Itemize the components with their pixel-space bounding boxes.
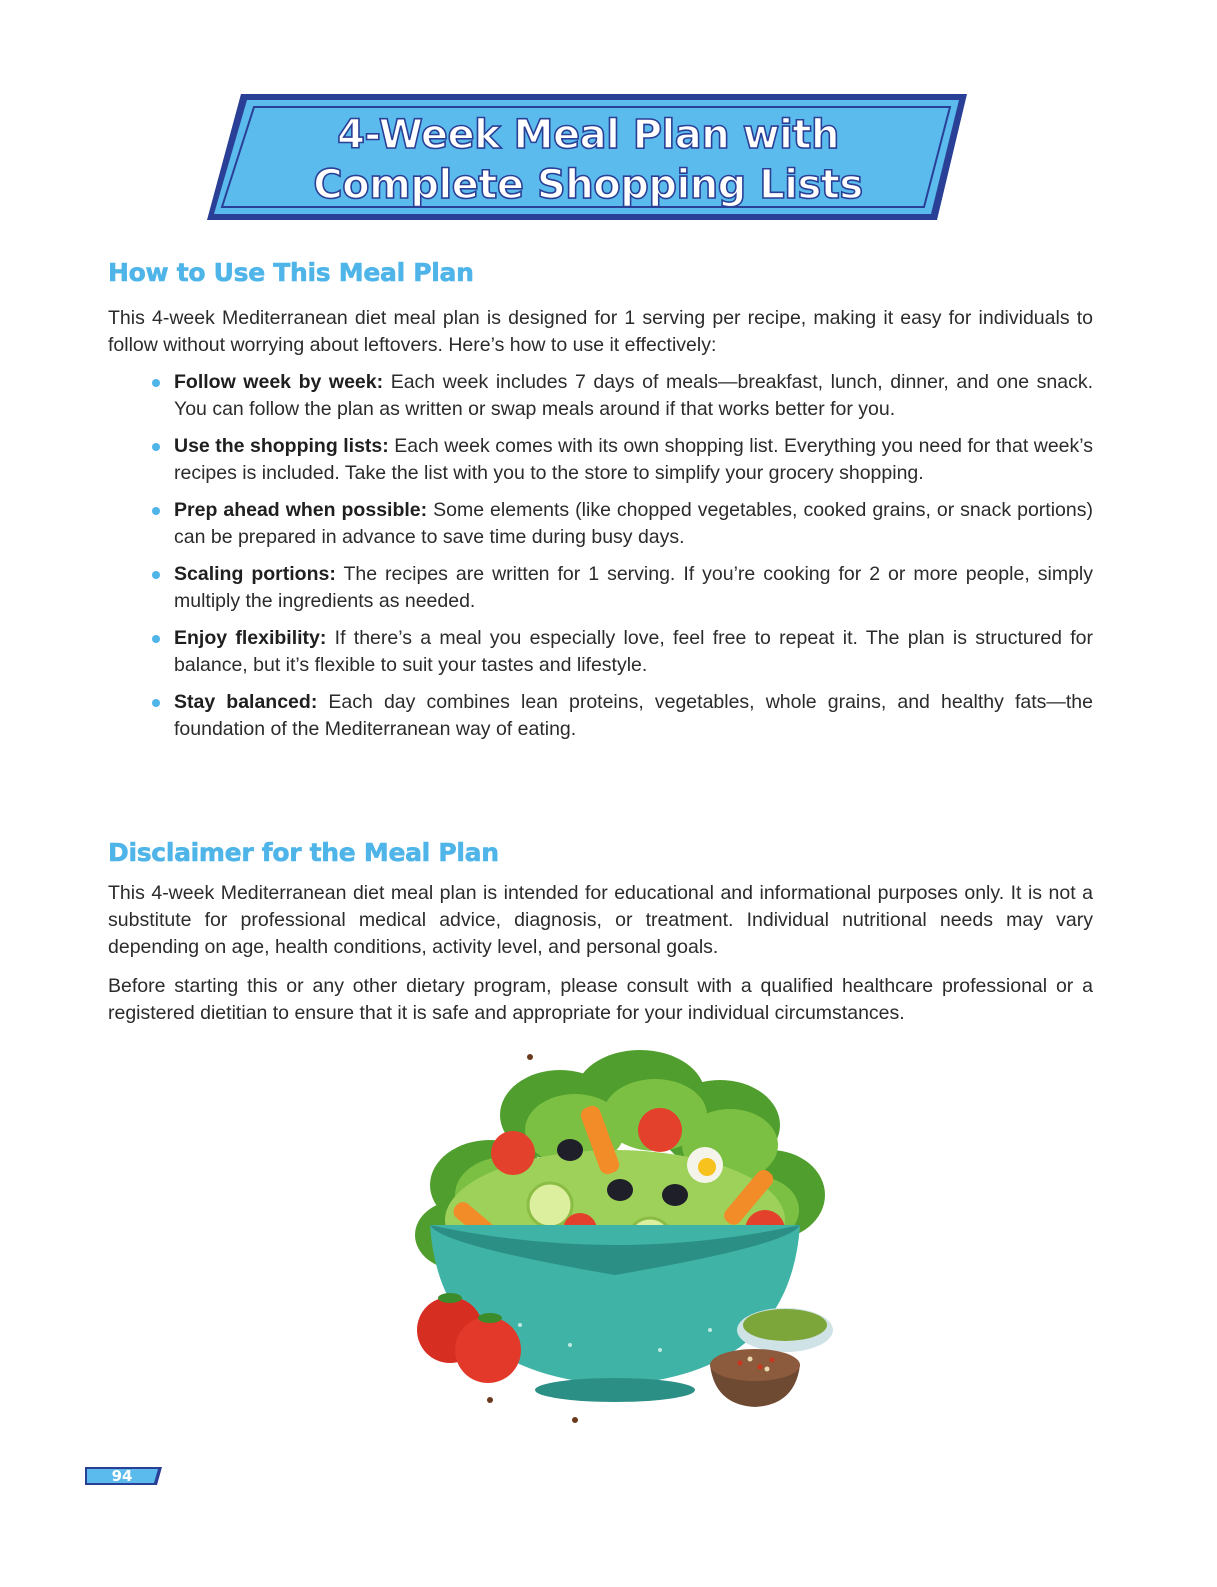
- list-item-label: Scaling portions:: [174, 563, 336, 585]
- page-title-line1: 4-Week Meal Plan with: [337, 112, 839, 158]
- bullet-icon: [152, 635, 160, 643]
- list-item: [108, 433, 1093, 487]
- list-item: [108, 625, 1093, 679]
- bullet-icon: [152, 699, 160, 707]
- list-item-text: Each week includes 7 days of meals—breakfast, lunch, dinner, and one snack. You can follow the plan as written or swap meals around if that works better for you.: [174, 371, 1093, 420]
- how-to-intro: This 4-week Mediterranean diet meal plan is designed for 1 serving per recipe, making it easy for individuals to follow without worrying about leftovers. Here’s how to use it effectively:: [108, 307, 1093, 356]
- disclaimer-paragraph-1: This 4-week Mediterranean diet meal plan is intended for educational and informational purposes only. It is not a substitute for professional medical advice, diagnosis, or treatment. Individual nutritional needs may vary depending on age, health conditions, activity level, and personal goals.: [108, 882, 1093, 958]
- list-item: [108, 689, 1093, 743]
- how-to-heading: How to Use This Meal Plan: [108, 258, 474, 287]
- disclaimer-paragraph-2: Before starting this or any other dietary program, please consult with a qualified healthcare professional or a registered dietitian to ensure that it is safe and appropriate for your individual circumstances.: [108, 975, 1093, 1024]
- disclaimer-heading: Disclaimer for the Meal Plan: [108, 838, 499, 867]
- list-item: [108, 561, 1093, 615]
- title-banner: [205, 90, 971, 224]
- list-item-text: Each week comes with its own shopping list. Everything you need for that week’s recipes is included. Take the list with you to the store to simplify your grocery shopping.: [174, 435, 1093, 484]
- list-item: [108, 497, 1093, 551]
- bullet-icon: [152, 571, 160, 579]
- page-title-line2: Complete Shopping Lists: [313, 162, 863, 208]
- list-item-text: If there’s a meal you especially love, feel free to repeat it. The plan is structured for balance, but it’s flexible to suit your tastes and lifestyle.: [174, 627, 1093, 676]
- list-item-text: Some elements (like chopped vegetables, cooked grains, or snack portions) can be prepared in advance to save time during busy days.: [174, 499, 1093, 548]
- list-item: [108, 369, 1093, 423]
- list-item-label: Use the shopping lists:: [174, 435, 389, 457]
- list-item-label: Follow week by week:: [174, 371, 384, 393]
- bullet-icon: [152, 443, 160, 451]
- page-number-tab: [85, 1466, 163, 1486]
- page-number: 94: [111, 1467, 133, 1485]
- page-title: [205, 110, 971, 210]
- how-to-list: [108, 369, 1093, 753]
- bullet-icon: [152, 379, 160, 387]
- list-item-text: The recipes are written for 1 serving. If you’re cooking for 2 or more people, simply multiply the ingredients as needed.: [174, 563, 1093, 612]
- list-item-label: Enjoy flexibility:: [174, 627, 327, 649]
- list-item-label: Stay balanced:: [174, 691, 318, 713]
- salad-bowl-illustration: [410, 1045, 840, 1425]
- list-item-label: Prep ahead when possible:: [174, 499, 428, 521]
- bullet-icon: [152, 507, 160, 515]
- list-item-text: Each day combines lean proteins, vegetables, whole grains, and healthy fats—the foundation of the Mediterranean way of eating.: [174, 691, 1093, 740]
